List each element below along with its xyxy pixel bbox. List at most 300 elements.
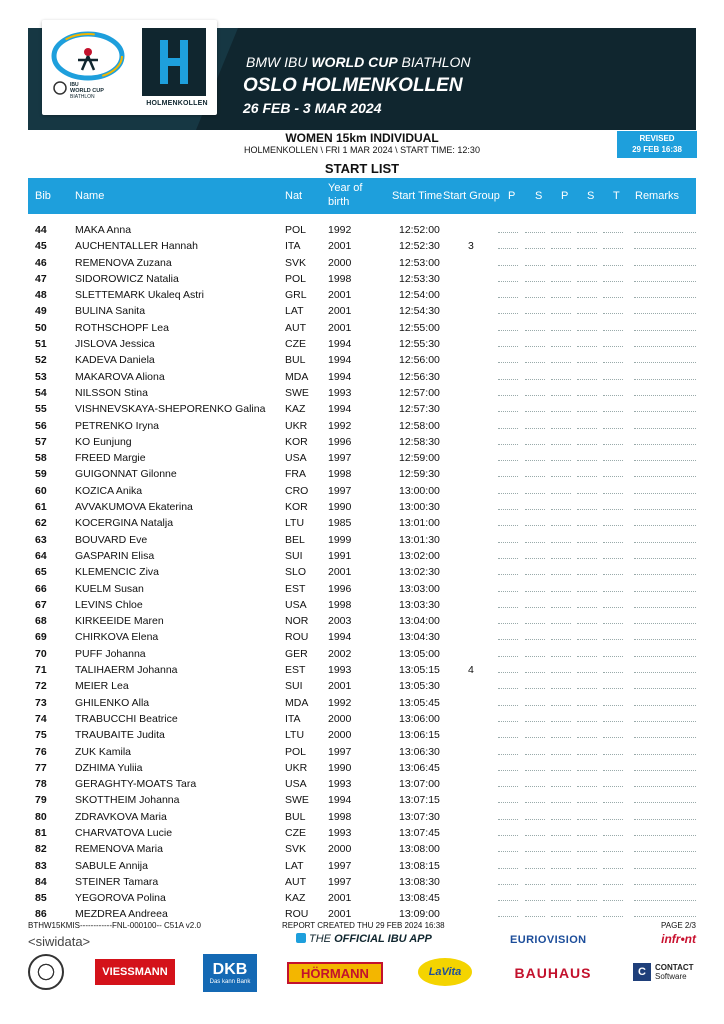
- start-time-cell: 12:59:00: [399, 452, 440, 465]
- start-time-cell: 13:04:30: [399, 631, 440, 644]
- start-time-cell: 12:57:00: [399, 386, 440, 399]
- blank-entry-line: [634, 705, 696, 706]
- bib-cell: 68: [35, 615, 47, 628]
- name-cell: KLEMENCIC Ziva: [75, 566, 160, 579]
- blank-entry-line: [577, 265, 597, 266]
- table-row: [28, 841, 696, 857]
- nat-cell: LTU: [285, 517, 305, 530]
- blank-entry-line: [603, 770, 623, 771]
- name-cell: MAKA Anna: [75, 224, 132, 236]
- nat-cell: BUL: [285, 810, 306, 823]
- bib-cell: 77: [35, 761, 47, 774]
- blank-entry-line: [603, 558, 623, 559]
- start-time-cell: 13:07:30: [399, 810, 440, 823]
- table-row: [28, 418, 696, 434]
- blank-entry-line: [525, 265, 545, 266]
- blank-entry-line: [498, 574, 518, 575]
- nat-cell: ITA: [285, 240, 301, 253]
- nat-cell: MDA: [285, 370, 309, 383]
- name-cell: KOZICA Anika: [75, 484, 143, 497]
- blank-entry-line: [498, 884, 518, 885]
- blank-entry-line: [603, 868, 623, 869]
- year-cell: 1994: [328, 403, 352, 416]
- bib-cell: 49: [35, 305, 47, 318]
- blank-entry-line: [525, 313, 545, 314]
- blank-entry-line: [498, 705, 518, 706]
- start-time-cell: 12:52:00: [399, 224, 440, 236]
- table-row: [28, 515, 696, 531]
- name-cell: ROTHSCHOPF Lea: [75, 321, 169, 334]
- blank-entry-line: [577, 737, 597, 738]
- blank-entry-line: [551, 591, 571, 592]
- blank-entry-line: [551, 395, 571, 396]
- bib-cell: 44: [35, 224, 47, 236]
- col-start-time: Start Time: [392, 190, 443, 202]
- blank-entry-line: [498, 754, 518, 755]
- year-cell: 1990: [328, 501, 352, 514]
- blank-entry-line: [577, 476, 597, 477]
- year-cell: 2002: [328, 647, 352, 660]
- table-row: [28, 320, 696, 336]
- blank-entry-line: [525, 688, 545, 689]
- blank-entry-line: [498, 737, 518, 738]
- table-row: [28, 401, 696, 417]
- blank-entry-line: [634, 525, 696, 526]
- blank-entry-line: [577, 297, 597, 298]
- name-cell: PUFF Johanna: [75, 647, 146, 660]
- table-row: [28, 532, 696, 548]
- col-standing-1: S: [535, 190, 543, 202]
- blank-entry-line: [634, 395, 696, 396]
- year-cell: 1996: [328, 582, 352, 595]
- blank-entry-line: [498, 493, 518, 494]
- col-remarks: Remarks: [635, 190, 680, 202]
- start-time-cell: 13:05:30: [399, 680, 440, 693]
- start-time-cell: 12:59:30: [399, 468, 440, 481]
- table-row: [28, 466, 696, 482]
- blank-entry-line: [634, 330, 696, 331]
- blank-entry-line: [603, 428, 623, 429]
- start-time-cell: 12:55:00: [399, 321, 440, 334]
- blank-entry-line: [551, 542, 571, 543]
- start-time-cell: 12:53:30: [399, 272, 440, 285]
- blank-entry-line: [498, 509, 518, 510]
- name-cell: KADEVA Daniela: [75, 354, 155, 367]
- blank-entry-line: [525, 607, 545, 608]
- blank-entry-line: [603, 574, 623, 575]
- table-row: [28, 760, 696, 776]
- blank-entry-line: [603, 607, 623, 608]
- blank-entry-line: [634, 721, 696, 722]
- blank-entry-line: [577, 395, 597, 396]
- blank-entry-line: [551, 672, 571, 673]
- nat-cell: SUI: [285, 680, 303, 693]
- blank-entry-line: [603, 297, 623, 298]
- year-cell: 2000: [328, 712, 352, 725]
- bauhaus-logo: BAUHAUS: [514, 965, 592, 981]
- blank-entry-line: [577, 330, 597, 331]
- blank-entry-line: [634, 607, 696, 608]
- blank-entry-line: [634, 900, 696, 901]
- name-cell: GHILENKO Alla: [75, 696, 150, 709]
- blank-entry-line: [551, 688, 571, 689]
- blank-entry-line: [577, 460, 597, 461]
- blank-entry-line: [634, 835, 696, 836]
- blank-entry-line: [498, 248, 518, 249]
- bib-cell: 84: [35, 875, 47, 888]
- name-cell: YEGOROVA Polina: [75, 892, 166, 905]
- year-cell: 1997: [328, 859, 352, 872]
- blank-entry-line: [551, 868, 571, 869]
- year-cell: 1992: [328, 419, 352, 432]
- bib-cell: 54: [35, 386, 47, 399]
- bib-cell: 66: [35, 582, 47, 595]
- start-time-cell: 13:05:15: [399, 664, 440, 677]
- blank-entry-line: [551, 623, 571, 624]
- blank-entry-line: [634, 623, 696, 624]
- blank-entry-line: [634, 754, 696, 755]
- table-row: [28, 548, 696, 564]
- blank-entry-line: [525, 232, 545, 233]
- blank-entry-line: [634, 591, 696, 592]
- year-cell: 1993: [328, 386, 352, 399]
- start-time-cell: 13:06:45: [399, 761, 440, 774]
- bib-cell: 65: [35, 566, 47, 579]
- blank-entry-line: [551, 525, 571, 526]
- blank-entry-line: [551, 362, 571, 363]
- bmw-logo: [28, 954, 64, 990]
- blank-entry-line: [603, 525, 623, 526]
- bib-cell: 76: [35, 745, 47, 758]
- start-time-cell: 13:09:00: [399, 908, 440, 921]
- start-time-cell: 13:02:00: [399, 549, 440, 562]
- year-cell: 1999: [328, 533, 352, 546]
- blank-entry-line: [577, 721, 597, 722]
- bib-cell: 71: [35, 664, 47, 677]
- blank-entry-line: [634, 460, 696, 461]
- blank-entry-line: [551, 281, 571, 282]
- blank-entry-line: [525, 802, 545, 803]
- name-cell: MEIER Lea: [75, 680, 129, 693]
- blank-entry-line: [498, 900, 518, 901]
- start-time-cell: 13:07:00: [399, 778, 440, 791]
- blank-entry-line: [634, 916, 696, 917]
- table-row: [28, 809, 696, 825]
- blank-entry-line: [551, 884, 571, 885]
- table-row: [28, 336, 696, 352]
- year-cell: 2001: [328, 680, 352, 693]
- start-time-cell: 12:56:00: [399, 354, 440, 367]
- nat-cell: MDA: [285, 696, 309, 709]
- blank-entry-line: [525, 639, 545, 640]
- blank-entry-line: [603, 835, 623, 836]
- name-cell: FREED Margie: [75, 452, 146, 465]
- col-standing-2: S: [587, 190, 595, 202]
- revised-date: 29 FEB 16:38: [632, 145, 682, 154]
- blank-entry-line: [634, 476, 696, 477]
- blank-entry-line: [603, 313, 623, 314]
- table-row: [28, 874, 696, 890]
- blank-entry-line: [577, 444, 597, 445]
- blank-entry-line: [577, 672, 597, 673]
- year-cell: 2001: [328, 566, 352, 579]
- col-year-of-birth: Year of birth: [328, 182, 363, 208]
- nat-cell: UKR: [285, 419, 308, 432]
- blank-entry-line: [498, 346, 518, 347]
- table-row: [28, 711, 696, 727]
- start-time-cell: 13:07:15: [399, 794, 440, 807]
- blank-entry-line: [551, 313, 571, 314]
- name-cell: LEVINS Chloe: [75, 598, 143, 611]
- blank-entry-line: [525, 754, 545, 755]
- table-row: [28, 303, 696, 319]
- blank-entry-line: [634, 574, 696, 575]
- blank-entry-line: [525, 591, 545, 592]
- blank-entry-line: [603, 542, 623, 543]
- bib-cell: 69: [35, 631, 47, 644]
- blank-entry-line: [577, 802, 597, 803]
- year-cell: 2001: [328, 908, 352, 921]
- blank-entry-line: [551, 802, 571, 803]
- blank-entry-line: [603, 411, 623, 412]
- blank-entry-line: [498, 411, 518, 412]
- contact-software-logo: C CONTACT Software: [633, 957, 699, 987]
- blank-entry-line: [498, 802, 518, 803]
- bib-cell: 79: [35, 794, 47, 807]
- blank-entry-line: [525, 525, 545, 526]
- blank-entry-line: [498, 297, 518, 298]
- siwidata-logo: <siwidata>: [28, 934, 91, 949]
- table-row: [28, 450, 696, 466]
- year-cell: 1997: [328, 745, 352, 758]
- year-cell: 2001: [328, 321, 352, 334]
- blank-entry-line: [498, 265, 518, 266]
- blank-entry-line: [634, 232, 696, 233]
- nat-cell: KOR: [285, 501, 308, 514]
- blank-entry-line: [498, 688, 518, 689]
- start-time-cell: 13:08:30: [399, 875, 440, 888]
- nat-cell: POL: [285, 224, 307, 236]
- col-name: Name: [75, 190, 105, 202]
- col-nat: Nat: [285, 190, 303, 202]
- start-time-cell: 13:03:30: [399, 598, 440, 611]
- table-row: [28, 271, 696, 287]
- start-time-cell: 12:56:30: [399, 370, 440, 383]
- table-row: [28, 629, 696, 645]
- nat-cell: CZE: [285, 338, 306, 351]
- blank-entry-line: [634, 265, 696, 266]
- nat-cell: LTU: [285, 729, 305, 742]
- event-series: BMW IBU WORLD CUP BIATHLON: [246, 54, 471, 70]
- blank-entry-line: [498, 623, 518, 624]
- table-row: [28, 792, 696, 808]
- nat-cell: BEL: [285, 533, 305, 546]
- blank-entry-line: [577, 851, 597, 852]
- start-time-cell: 13:04:00: [399, 615, 440, 628]
- blank-entry-line: [551, 656, 571, 657]
- start-time-cell: 13:00:30: [399, 501, 440, 514]
- blank-entry-line: [603, 672, 623, 673]
- start-time-cell: 13:05:00: [399, 647, 440, 660]
- col-total: T: [613, 190, 620, 202]
- year-cell: 2001: [328, 289, 352, 302]
- blank-entry-line: [525, 835, 545, 836]
- year-cell: 1990: [328, 761, 352, 774]
- bib-cell: 70: [35, 647, 47, 660]
- start-time-cell: 12:53:00: [399, 256, 440, 269]
- start-time-cell: 13:08:15: [399, 859, 440, 872]
- blank-entry-line: [603, 330, 623, 331]
- hormann-logo: HÖRMANN: [287, 962, 383, 984]
- table-row: [28, 255, 696, 271]
- year-cell: 1993: [328, 778, 352, 791]
- blank-entry-line: [603, 591, 623, 592]
- name-cell: STEINER Tamara: [75, 875, 159, 888]
- nat-cell: POL: [285, 272, 307, 285]
- bib-cell: 86: [35, 908, 47, 921]
- blank-entry-line: [498, 819, 518, 820]
- start-time-cell: 13:07:45: [399, 826, 440, 839]
- blank-entry-line: [603, 232, 623, 233]
- blank-entry-line: [551, 265, 571, 266]
- table-row: [28, 776, 696, 792]
- blank-entry-line: [525, 428, 545, 429]
- blank-entry-line: [551, 558, 571, 559]
- blank-entry-line: [634, 493, 696, 494]
- bib-cell: 48: [35, 289, 47, 302]
- competition-subtitle: HOLMENKOLLEN \ FRI 1 MAR 2024 \ START TIME: 12:30: [244, 145, 480, 155]
- blank-entry-line: [634, 297, 696, 298]
- blank-entry-line: [577, 623, 597, 624]
- revised-label: REVISED: [639, 134, 675, 143]
- blank-entry-line: [577, 607, 597, 608]
- blank-entry-line: [603, 379, 623, 380]
- table-row: [28, 369, 696, 385]
- name-cell: KOCERGINA Natalja: [75, 517, 174, 530]
- table-row: [28, 858, 696, 874]
- nat-cell: KOR: [285, 435, 308, 448]
- name-cell: PETRENKO Iryna: [75, 419, 160, 432]
- blank-entry-line: [551, 916, 571, 917]
- table-row: [28, 434, 696, 450]
- blank-entry-line: [551, 297, 571, 298]
- blank-entry-line: [634, 639, 696, 640]
- blank-entry-line: [498, 460, 518, 461]
- start-time-cell: 13:00:00: [399, 484, 440, 497]
- blank-entry-line: [603, 444, 623, 445]
- year-cell: 2000: [328, 843, 352, 856]
- table-row: [28, 727, 696, 743]
- blank-entry-line: [525, 379, 545, 380]
- blank-entry-line: [577, 754, 597, 755]
- year-cell: 2001: [328, 240, 352, 253]
- table-row: [28, 287, 696, 303]
- blank-entry-line: [634, 656, 696, 657]
- blank-entry-line: [551, 737, 571, 738]
- blank-entry-line: [498, 558, 518, 559]
- nat-cell: KAZ: [285, 892, 306, 905]
- blank-entry-line: [525, 476, 545, 477]
- blank-entry-line: [577, 916, 597, 917]
- name-cell: AVVAKUMOVA Ekaterina: [75, 501, 193, 514]
- blank-entry-line: [603, 851, 623, 852]
- blank-entry-line: [603, 884, 623, 885]
- blank-entry-line: [551, 346, 571, 347]
- blank-entry-line: [634, 362, 696, 363]
- blank-entry-line: [551, 607, 571, 608]
- blank-entry-line: [498, 770, 518, 771]
- table-row: [28, 238, 696, 254]
- year-cell: 1996: [328, 435, 352, 448]
- year-cell: 1991: [328, 549, 352, 562]
- blank-entry-line: [634, 248, 696, 249]
- blank-entry-line: [577, 232, 597, 233]
- blank-entry-line: [577, 884, 597, 885]
- blank-entry-line: [498, 542, 518, 543]
- blank-entry-line: [577, 281, 597, 282]
- blank-entry-line: [551, 428, 571, 429]
- start-time-cell: 13:08:45: [399, 892, 440, 905]
- start-time-cell: 12:54:30: [399, 305, 440, 318]
- name-cell: REMENOVA Maria: [75, 843, 163, 856]
- blank-entry-line: [577, 770, 597, 771]
- nat-cell: BUL: [285, 354, 306, 367]
- year-cell: 1985: [328, 517, 352, 530]
- blank-entry-line: [634, 509, 696, 510]
- bib-cell: 64: [35, 549, 47, 562]
- year-cell: 1998: [328, 272, 352, 285]
- year-cell: 1998: [328, 810, 352, 823]
- bib-cell: 60: [35, 484, 47, 497]
- blank-entry-line: [498, 428, 518, 429]
- bib-cell: 51: [35, 338, 47, 351]
- table-row: [28, 581, 696, 597]
- blank-entry-line: [634, 313, 696, 314]
- bib-cell: 52: [35, 354, 47, 367]
- nat-cell: USA: [285, 452, 307, 465]
- infront-logo: infr•nt: [661, 932, 696, 946]
- venue-logo-text: HOLMENKOLLEN: [146, 100, 208, 107]
- bib-cell: 55: [35, 403, 47, 416]
- world-cup-logo: [48, 30, 128, 102]
- blank-entry-line: [498, 444, 518, 445]
- blank-entry-line: [577, 558, 597, 559]
- blank-entry-line: [525, 395, 545, 396]
- year-cell: 1998: [328, 598, 352, 611]
- bib-cell: 81: [35, 826, 47, 839]
- table-row: [28, 499, 696, 515]
- name-cell: TRAUBAITE Judita: [75, 729, 165, 742]
- nat-cell: SLO: [285, 566, 307, 579]
- dkb-logo: DKB Das kann Bank: [203, 954, 257, 992]
- nat-cell: FRA: [285, 468, 306, 481]
- blank-entry-line: [634, 786, 696, 787]
- viessmann-logo: VIESSMANN: [95, 959, 175, 985]
- name-cell: CHIRKOVA Elena: [75, 631, 159, 644]
- list-title: START LIST: [324, 161, 400, 176]
- nat-cell: EST: [285, 582, 306, 595]
- blank-entry-line: [577, 542, 597, 543]
- blank-entry-line: [498, 656, 518, 657]
- blank-entry-line: [634, 868, 696, 869]
- table-row: [28, 662, 696, 678]
- year-cell: 2000: [328, 256, 352, 269]
- blank-entry-line: [577, 639, 597, 640]
- start-time-cell: 13:08:00: [399, 843, 440, 856]
- table-row: [28, 744, 696, 760]
- nat-cell: AUT: [285, 321, 306, 334]
- nat-cell: ROU: [285, 631, 309, 644]
